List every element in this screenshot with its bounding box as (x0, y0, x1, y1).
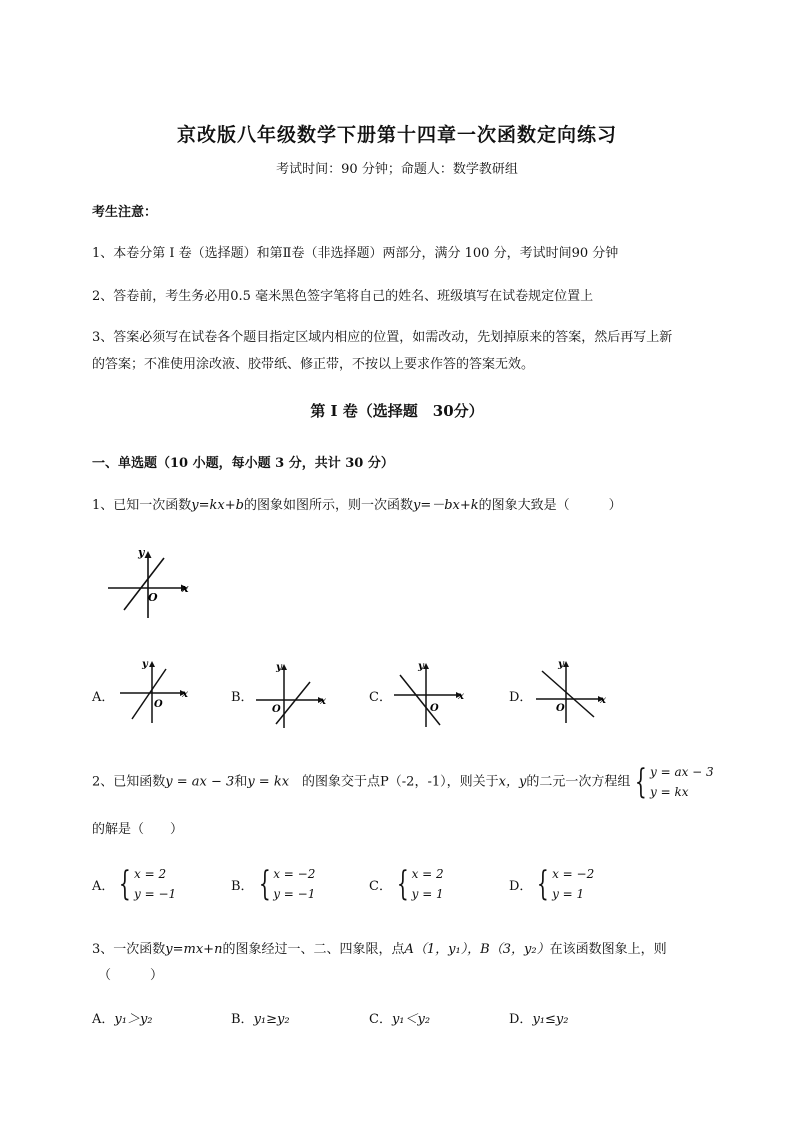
q2-option-a[interactable]: A． { x = 2 y = −1 (92, 864, 177, 904)
q3-middle: 的图象经过一、二、四象限，点 (222, 942, 405, 957)
q2-middle: 的图象交于点 (289, 774, 381, 790)
svg-text:y: y (558, 659, 564, 670)
q3-func: y=mx+n (165, 942, 223, 957)
q2-middle2: ，则关于 (446, 774, 499, 790)
svg-text:O: O (556, 703, 565, 714)
q3-option-b[interactable]: B．y₁≥y₂ (231, 1012, 290, 1027)
q1-prefix: 1、已知一次函数 (92, 498, 192, 513)
y-label: y (138, 546, 145, 559)
q1-option-c-graph[interactable] (388, 657, 473, 732)
svg-text:x: x (320, 696, 326, 707)
notice-heading: 考生注意： (92, 205, 158, 220)
y-arrow-icon (423, 663, 429, 669)
q3-line2: （ ） (98, 968, 164, 983)
q3-option-a[interactable]: A．y₁＞y₂ (92, 1012, 153, 1027)
notice-item-3-cont: 的答案；不准使用涂改液、胶带纸、修正带，不按以上要求作答的答案无效。 (92, 357, 535, 372)
x-label: x (182, 582, 189, 595)
q1-func2: y=－bx+k (412, 498, 479, 513)
q1-graph (100, 540, 200, 625)
q2-f1: y = ax − 3 (165, 774, 235, 790)
q1-option-d-graph[interactable] (528, 657, 613, 732)
notice-item-1: 1、本卷分第 I 卷（选择题）和第Ⅱ卷（非选择题）两部分，满分 100 分，考试时间90 分钟 (92, 246, 619, 261)
question-3 (92, 938, 667, 957)
q2-option-c[interactable]: C． { x = 2 y = 1 (369, 864, 444, 904)
q3-suffix: 在该函数图象上，则 (549, 942, 667, 957)
section-title: 第 I 卷（选择题 30分） (310, 402, 484, 420)
y-arrow-icon (145, 551, 152, 558)
page-title: 京改版八年级数学下册第十四章一次函数定向练习 (176, 124, 617, 146)
q1-middle: 的图象如图所示，则一次函数 (243, 498, 413, 513)
q1-option-d-label[interactable]: D． (509, 690, 533, 705)
q2-option-b[interactable]: B． { x = −2 y = −1 (231, 864, 316, 904)
q3-prefix: 3、一次函数 (92, 942, 166, 957)
q2-system: { y = ax − 3 y = kx (635, 762, 714, 802)
q2-line2: 的解是（ ） (92, 822, 184, 837)
exam-info: 考试时间：90 分钟；命题人：数学教研组 (276, 162, 518, 177)
q1-option-a-graph[interactable] (112, 655, 197, 730)
q2-point: P（-2，-1） (380, 774, 447, 790)
q1-option-b-label[interactable]: B． (231, 690, 254, 705)
svg-text:x: x (600, 695, 606, 706)
svg-text:y: y (276, 662, 282, 673)
q2-and: 和 (234, 774, 248, 790)
q2-suffix: 的二元一次方程组 (526, 774, 631, 790)
svg-text:x: x (458, 691, 464, 702)
y-arrow-icon (149, 661, 155, 667)
q2-option-d[interactable]: D． { x = −2 y = 1 (509, 864, 595, 904)
q3-option-d[interactable]: D．y₁≤y₂ (509, 1012, 569, 1027)
q2-prefix: 2、已知函数 (92, 774, 166, 790)
q1-func1: y=kx+b (191, 498, 244, 513)
svg-text:O: O (430, 703, 439, 714)
notice-item-2: 2、答卷前，考生务必用0.5 毫米黑色签字笔将自己的姓名、班级填写在试卷规定位置上 (92, 289, 594, 304)
origin-label: O (148, 591, 158, 604)
part-heading: 一、单选题（10 小题，每小题 3 分，共计 30 分） (92, 456, 394, 471)
y-arrow-icon (563, 661, 569, 667)
svg-text:x: x (182, 689, 188, 700)
q3-points: A（1，y₁），B（3，y₂） (404, 942, 550, 957)
question-1 (92, 494, 622, 513)
q1-option-b-graph[interactable] (250, 658, 335, 733)
svg-text:O: O (154, 699, 163, 710)
q2-vars: x，y (498, 774, 527, 790)
q3-option-c[interactable]: C．y₁＜y₂ (369, 1012, 431, 1027)
y-arrow-icon (281, 664, 287, 670)
notice-item-3: 3、答案必须写在试卷各个题目指定区域内相应的位置，如需改动，先划掉原来的答案，然后再写上新 (92, 330, 673, 345)
svg-text:y: y (142, 659, 148, 670)
svg-text:y: y (418, 661, 424, 672)
q2-f2: y = kx (247, 774, 290, 790)
question-2 (92, 762, 714, 803)
q1-option-a-label[interactable]: A． (92, 690, 115, 705)
q1-option-c-label[interactable]: C． (369, 690, 392, 705)
svg-text:O: O (272, 704, 281, 715)
function-line (124, 558, 164, 610)
q1-suffix: 的图象大致是（ ） (478, 498, 622, 513)
